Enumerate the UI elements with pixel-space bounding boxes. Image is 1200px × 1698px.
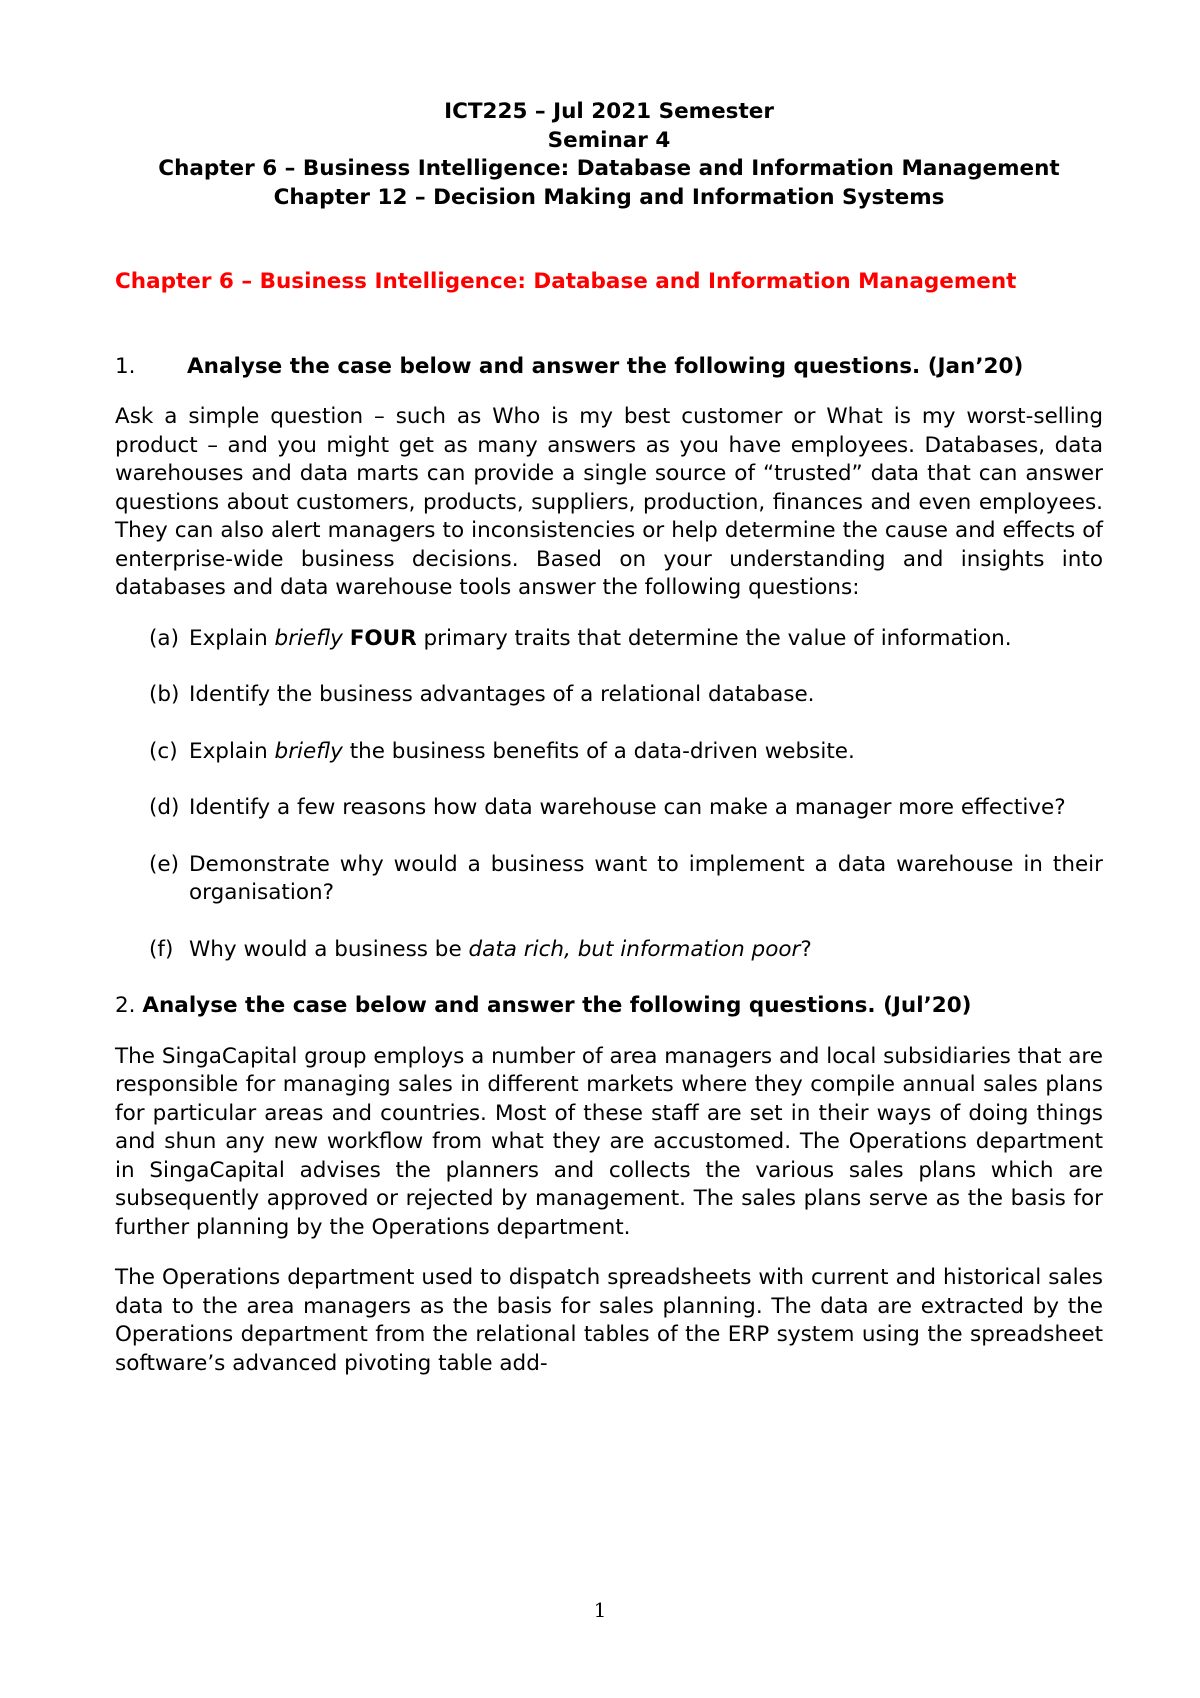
sub-question-f bbox=[115, 936, 1103, 965]
sub-question-c bbox=[115, 738, 1103, 767]
chapter-12-title: Chapter 12 – Decision Making and Information Systems bbox=[273, 184, 945, 210]
question-2-case-paragraph-2: The Operations department used to dispatch spreadsheets with current and historical sales data to the area managers as the basis for sales planning. The data are extracted by the Operations department from the relational tables of the ERP system using the spreadsheet software’s advanced pivoting table add- bbox=[115, 1265, 1103, 1376]
document-content bbox=[115, 98, 1103, 1378]
emphasis-text: data rich, but information poor bbox=[468, 936, 801, 962]
sub-question-marker: (f) bbox=[149, 936, 174, 962]
sub-question-text: primary traits that determine the value of information. bbox=[416, 625, 1012, 651]
strong-text: FOUR bbox=[349, 625, 417, 651]
sub-question-text: Identify a few reasons how data warehouse can make a manager more effective? bbox=[189, 795, 1066, 820]
course-title: ICT225 – Jul 2021 Semester bbox=[444, 99, 774, 124]
chapter-heading: Chapter 6 – Business Intelligence: Database and Information Management bbox=[115, 269, 1017, 294]
sub-question-text: ? bbox=[800, 936, 812, 962]
sub-question-marker: (c) bbox=[149, 738, 178, 764]
page-number: 1 bbox=[593, 1598, 607, 1622]
question-2-number: 2. bbox=[115, 993, 136, 1018]
question-1-title-text: Analyse the case below and answer the following questions. (Jan’20) bbox=[187, 353, 1024, 379]
question-2-title bbox=[115, 992, 1103, 1021]
document-header bbox=[115, 98, 1103, 212]
sub-question-a bbox=[115, 625, 1103, 654]
sub-question-text: Explain bbox=[189, 738, 275, 764]
sub-question-b bbox=[115, 681, 1103, 710]
question-2-title-text: Analyse the case below and answer the following questions. (Jul’20) bbox=[142, 993, 972, 1018]
sub-question-d bbox=[115, 794, 1103, 823]
sub-question-marker: (b) bbox=[149, 682, 180, 707]
question-1-sub-questions bbox=[115, 625, 1103, 965]
emphasis-text: briefly bbox=[274, 625, 343, 651]
sub-question-text: Why would a business be bbox=[189, 936, 469, 962]
chapter-6-title: Chapter 6 – Business Intelligence: Database and Information Management bbox=[158, 156, 1060, 181]
question-2-case-paragraph-1: The SingaCapital group employs a number of area managers and local subsidiaries that are responsible for managing sales in different markets where they compile annual sales plans for particular areas and countries. Most of these staff are set in their ways of doing things and shun any new workflow from what they are accustomed. The Operations department in SingaCapital advises the planners and collects the various sales plans which are subsequently approved or rejected by management. The sales plans serve as the basis for further planning by the Operations department. bbox=[115, 1043, 1103, 1240]
question-1-title bbox=[115, 353, 1103, 382]
sub-question-text: the business benefits of a data-driven website. bbox=[342, 738, 855, 764]
sub-question-text: Explain bbox=[189, 625, 275, 651]
question-1-number: 1. bbox=[115, 353, 136, 379]
sub-question-marker: (e) bbox=[149, 851, 180, 877]
sub-question-text: Demonstrate why would a business want to implement a data warehouse in their organisation? bbox=[189, 851, 1103, 905]
sub-question-text: Identify the business advantages of a relational database. bbox=[189, 682, 815, 707]
question-1-case-paragraph: Ask a simple question – such as Who is my best customer or What is my worst-selling product – and you might get as many answers as you have employees. Databases, data warehouses and data marts can provide a single source of “trusted” data that can answer questions about customers, products, suppliers, production, finances and even employees. They can also alert managers to inconsistencies or help determine the cause and effects of enterprise-wide business decisions. Based on your understanding and insights into databases and data warehouse tools answer the following questions: bbox=[115, 404, 1103, 600]
sub-question-text bbox=[343, 626, 350, 651]
sub-question-marker: (a) bbox=[149, 625, 179, 651]
sub-question-e bbox=[115, 851, 1103, 908]
seminar-title: Seminar 4 bbox=[547, 127, 671, 153]
sub-question-marker: (d) bbox=[149, 795, 180, 820]
emphasis-text: briefly bbox=[274, 738, 343, 764]
